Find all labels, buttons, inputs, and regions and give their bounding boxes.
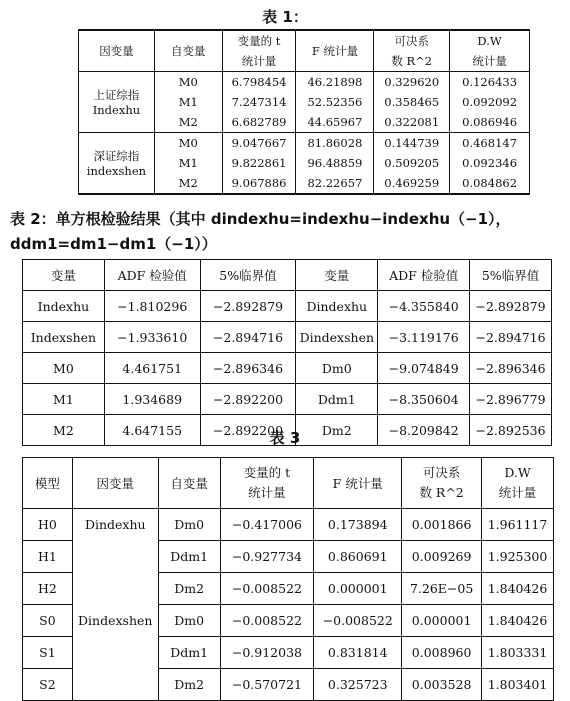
table-cell: Dindexhu [72,509,158,541]
table-cell: 0.358465 [374,92,450,112]
table-cell: 7.26E−05 [402,573,482,605]
table-cell: 1.840426 [482,605,554,637]
table-cell: 1.840426 [482,573,554,605]
table-cell: −2.892200 [200,384,296,415]
table-cell: 96.48859 [296,153,374,173]
table3-header-cell: 因变量 [72,458,158,509]
table-row [23,509,554,541]
table-cell: Ddm1 [158,541,220,573]
table-cell: 0.509205 [374,153,450,173]
table-cell: −8.209842 [378,415,470,446]
table-row [79,133,530,154]
table-cell: −0.570721 [220,669,314,701]
table-cell: 9.067886 [222,173,296,194]
table-cell: 0.144739 [374,133,450,154]
table3-header-cell: 可决系 数 R^2 [402,458,482,509]
table-cell: 0.322081 [374,112,450,133]
table-cell: 1.803401 [482,669,554,701]
table-cell: −2.896346 [470,353,552,384]
table-cell: 0.000001 [402,605,482,637]
table-cell: 9.047667 [222,133,296,154]
table-cell: 0.003528 [402,669,482,701]
table1-header-cell: 因变量 [79,30,155,72]
table-cell: −1.810296 [104,291,200,322]
table-cell: 0.008960 [402,637,482,669]
table-cell: 0.860691 [314,541,402,573]
table3-header-cell: 模型 [23,458,73,509]
table-cell: 0.086946 [450,112,530,133]
table-cell: −2.894716 [470,322,552,353]
table-cell: Dindexshen [296,322,378,353]
table-cell: −0.008522 [220,573,314,605]
table2-header-cell: 5%临界值 [200,260,296,291]
table3-header-cell: 变量的 t 统计量 [220,458,314,509]
table-cell: S2 [23,669,73,701]
table-cell: 46.21898 [296,72,374,93]
table-cell: −2.896346 [200,353,296,384]
table-cell: Ddm1 [158,637,220,669]
table-cell: 0.173894 [314,509,402,541]
table-cell: −0.912038 [220,637,314,669]
table-cell: H0 [23,509,73,541]
table-cell: 52.52356 [296,92,374,112]
table-cell [72,573,158,605]
table-cell: M2 [154,173,222,194]
table-cell: −2.892200 [200,415,296,446]
table-row [23,291,552,322]
table-cell: −2.892879 [470,291,552,322]
table-cell: −0.008522 [220,605,314,637]
table-cell: S1 [23,637,73,669]
table-cell: Dm0 [296,353,378,384]
table-cell: 1.961117 [482,509,554,541]
table-cell: −3.119176 [378,322,470,353]
table2-header-cell: 5%临界值 [470,260,552,291]
table2 [22,259,552,446]
table-cell: Dm0 [158,509,220,541]
table-cell: Indexshen [23,322,105,353]
table3-header-cell: F 统计量 [314,458,402,509]
table-cell: Dindexhu [296,291,378,322]
table-cell: 81.86028 [296,133,374,154]
dependent-var-cell: 深证综指 indexshen [79,133,155,195]
table-cell: M0 [154,133,222,154]
table-cell: M2 [154,112,222,133]
table-cell: 82.22657 [296,173,374,194]
table-cell: 0.325723 [314,669,402,701]
table-cell: −0.008522 [314,605,402,637]
table-row [23,637,554,669]
table-cell: M1 [154,92,222,112]
table-cell: 0.126433 [450,72,530,93]
table-cell: M1 [154,153,222,173]
table2-caption: 表 2：单方根检验结果（其中 dindexhu=indexhu−indexhu（−1），ddm1=dm1−dm1（−1）） [10,210,511,253]
table-cell: 0.469259 [374,173,450,194]
table3-header-row [23,458,554,509]
table3-header-cell: 自变量 [158,458,220,509]
table-cell [72,541,158,573]
table2-header-cell: 变量 [23,260,105,291]
table-cell: 0.468147 [450,133,530,154]
table-cell: 0.000001 [314,573,402,605]
table-cell: Dm0 [158,605,220,637]
table1-header-cell: D.W 统计量 [450,30,530,72]
table-cell: 7.247314 [222,92,296,112]
table-cell: M0 [154,72,222,93]
table-cell: Indexhu [23,291,105,322]
table-cell: −4.355840 [378,291,470,322]
table-cell: 44.65967 [296,112,374,133]
table-row [79,72,530,93]
table-cell: 0.092092 [450,92,530,112]
table2-header-cell: 变量 [296,260,378,291]
table-cell: −1.933610 [104,322,200,353]
table-cell: 1.803331 [482,637,554,669]
table2-header-row [23,260,552,291]
table-row [23,669,554,701]
table-cell [72,669,158,701]
table-cell: 0.084862 [450,173,530,194]
table-cell: 4.461751 [104,353,200,384]
dependent-var-cell: 上证综指 Indexhu [79,72,155,133]
table-cell: 1.934689 [104,384,200,415]
table1-caption: 表 1： [262,8,308,26]
table-cell: 6.682789 [222,112,296,133]
table-row [23,322,552,353]
table-cell: −2.892879 [200,291,296,322]
table-cell: −2.894716 [200,322,296,353]
table-cell: 6.798454 [222,72,296,93]
table-cell: Dm2 [158,573,220,605]
table1-header-cell: F 统计量 [296,30,374,72]
table-row [23,353,552,384]
table-cell: Dindexshen [72,605,158,637]
table1-header-cell: 可决系 数 R^2 [374,30,450,72]
table2-header-cell: ADF 检验值 [378,260,470,291]
table3-caption: 表 3 [269,429,301,447]
table-cell [72,637,158,669]
table-cell: −0.417006 [220,509,314,541]
table-row [23,605,554,637]
table-cell: 0.001866 [402,509,482,541]
table-cell: H2 [23,573,73,605]
table-cell: 0.009269 [402,541,482,573]
table-cell: 1.925300 [482,541,554,573]
table-cell: M1 [23,384,105,415]
table-cell: 0.831814 [314,637,402,669]
table1-header-row [79,30,530,72]
table-cell: S0 [23,605,73,637]
table-cell: −2.892536 [470,415,552,446]
table-cell: −8.350604 [378,384,470,415]
table-cell: 0.329620 [374,72,450,93]
table-row [23,384,552,415]
table-cell: H1 [23,541,73,573]
table-cell: −2.896779 [470,384,552,415]
table-cell: Dm2 [296,415,378,446]
table-row [23,541,554,573]
table1-header-cell: 变量的 t 统计量 [222,30,296,72]
table-cell: −9.074849 [378,353,470,384]
table-cell: Dm2 [158,669,220,701]
table-cell: 9.822861 [222,153,296,173]
table1 [78,29,530,195]
table2-header-cell: ADF 检验值 [104,260,200,291]
table-row [23,573,554,605]
table3-header-cell: D.W 统计量 [482,458,554,509]
table1-header-cell: 自变量 [154,30,222,72]
table-cell: −0.927734 [220,541,314,573]
table-cell: 0.092346 [450,153,530,173]
table3 [22,457,554,701]
table-cell: Ddm1 [296,384,378,415]
table-cell: M0 [23,353,105,384]
table-cell: 4.647155 [104,415,200,446]
table-cell: M2 [23,415,105,446]
